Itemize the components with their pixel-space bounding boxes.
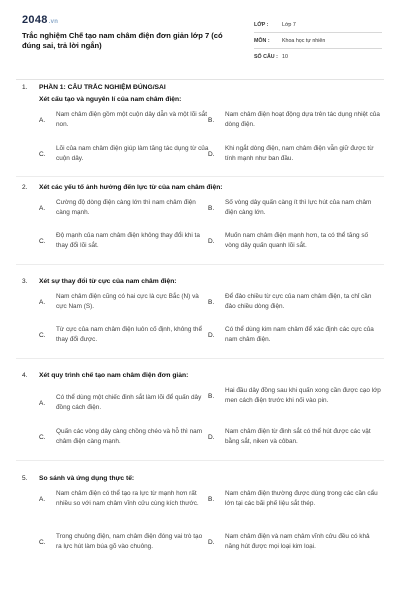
option-b — [208, 489, 382, 509]
header-divider — [16, 79, 384, 80]
document-title: Trắc nghiệm Chế tạo nam châm điện đơn giản lớp 7 (có đúng sai, trả lời ngắn) — [22, 31, 223, 50]
option-letter: A. — [39, 298, 46, 306]
option-text: Nam châm điện cũng có hai cực là cực Bắc (N) và cực Nam (S). — [56, 293, 199, 310]
option-a — [39, 292, 209, 312]
option-text: Quấn các vòng dây càng chồng chéo và hỗ thì nam châm điện càng mạnh. — [56, 428, 203, 445]
option-text: Cường độ dòng điện càng lớn thì nam châm điện càng mạnh. — [56, 199, 196, 216]
option-text: Nam châm điện gồm một cuộn dây dẫn và một lõi sắt non. — [56, 111, 207, 128]
option-b — [208, 386, 382, 406]
option-text: Có thể dùng một chiếc đinh sắt làm lõi để quấn dây đồng cách điện. — [56, 394, 202, 411]
option-letter: C. — [39, 433, 46, 441]
question-text: So sánh và ứng dụng thực tế: — [39, 475, 135, 482]
option-letter: C. — [39, 150, 46, 158]
option-text: Để đảo chiều từ cực của nam châm điện, ta chỉ cần đảo chiều dòng điện. — [225, 293, 372, 310]
section-heading: PHẦN 1: CÂU TRẮC NGHIỆM ĐÚNG/SAI — [39, 84, 166, 91]
option-c — [39, 325, 209, 345]
option-text: Lõi của nam châm điện giúp làm tăng tác dụng từ của cuộn dây. — [56, 145, 209, 162]
option-text: Nam châm điện có thể tạo ra lực từ mạnh hơn rất nhiều so với nam châm vĩnh cửu cùng kích thước. — [56, 490, 199, 507]
site-logo[interactable] — [22, 14, 58, 26]
option-letter: D. — [208, 331, 215, 339]
meta-row-count — [254, 49, 382, 65]
meta-value-count: 10 — [282, 54, 288, 60]
option-letter: A. — [39, 399, 46, 407]
question-separator — [16, 460, 384, 461]
option-d — [208, 144, 382, 164]
option-d — [208, 325, 382, 345]
option-text: Nam châm điện từ đinh sắt có thể hút được các vật bằng sắt, niken và côban. — [225, 428, 371, 445]
document-header — [22, 14, 382, 74]
meta-value-subject: Khoa học tự nhiên — [282, 37, 326, 44]
option-letter: D. — [208, 237, 215, 245]
option-text: Nam châm điện thường được dùng trong các cần cẩu lớn tại các bãi phế liệu sắt thép. — [225, 490, 378, 507]
question-separator — [16, 264, 384, 265]
option-d — [208, 231, 382, 251]
question-1 — [22, 84, 382, 166]
option-text: Từ cực của nam châm điện luôn cố định, không thể thay đổi được. — [56, 326, 203, 343]
question-number: 3. — [22, 278, 28, 285]
option-c — [39, 532, 209, 552]
option-text: Hai đầu dây đồng sau khi quấn xong cần được cạo lớp men cách điện trước khi nối vào pin. — [225, 387, 381, 404]
question-text: Xét sự thay đổi từ cực của nam châm điện: — [39, 278, 177, 285]
logo-suffix: .vn — [48, 19, 59, 25]
question-text: Xét quy trình chế tạo nam châm điện đơn giản: — [39, 372, 189, 379]
meta-value-grade: Lớp 7 — [282, 21, 296, 28]
option-letter: B. — [208, 392, 215, 400]
option-a — [39, 110, 209, 130]
option-text: Số vòng dây quấn càng ít thì lực hút của nam châm điện càng lớn. — [225, 199, 372, 216]
option-letter: B. — [208, 495, 215, 503]
question-number: 5. — [22, 475, 28, 482]
meta-key-count: SỐ CÂU : — [254, 54, 278, 60]
logo-main: 2048 — [22, 14, 48, 26]
option-text: Độ mạnh của nam châm điện không thay đổi khi ta thay đổi lõi sắt. — [56, 232, 200, 249]
option-text: Trong chuông điện, nam châm điện đóng vai trò tạo ra lực hút làm búa gõ vào chuông. — [56, 533, 203, 550]
option-text: Nam châm điện hoạt động dựa trên tác dụng nhiệt của dòng điện. — [225, 111, 380, 128]
option-letter: A. — [39, 204, 46, 212]
question-number: 4. — [22, 372, 28, 379]
meta-table — [254, 17, 382, 65]
option-letter: C. — [39, 237, 46, 245]
option-b — [208, 110, 382, 130]
option-text: Khi ngắt dòng điện, nam châm điện vẫn giữ được từ tính mạnh như ban đầu. — [225, 145, 374, 162]
option-letter: C. — [39, 538, 46, 546]
option-a — [39, 489, 209, 509]
question-separator — [16, 176, 384, 177]
option-letter: A. — [39, 116, 46, 124]
meta-row-subject — [254, 33, 382, 49]
option-c — [39, 427, 209, 447]
option-text: Nam châm điện và nam châm vĩnh cửu đều có khả năng hút được mọi loại kim loại. — [225, 533, 370, 550]
question-number: 1. — [22, 84, 28, 91]
option-letter: B. — [208, 204, 215, 212]
option-letter: D. — [208, 150, 215, 158]
option-letter: B. — [208, 298, 215, 306]
option-text: Muốn nam châm điện mạnh hơn, ta có thể tăng số vòng dây quấn quanh lõi sắt. — [225, 232, 369, 249]
meta-key-subject: MÔN : — [254, 37, 270, 44]
option-letter: C. — [39, 331, 46, 339]
option-c — [39, 144, 209, 164]
option-letter: B. — [208, 116, 215, 124]
meta-row-grade — [254, 17, 382, 33]
option-c — [39, 231, 209, 251]
option-a — [39, 198, 209, 218]
meta-key-grade: LỚP : — [254, 21, 269, 28]
question-text: Xét các yếu tố ảnh hưởng đến lực từ của nam châm điện: — [39, 184, 223, 191]
option-letter: A. — [39, 495, 46, 503]
option-d — [208, 427, 382, 447]
option-b — [208, 198, 382, 218]
option-letter: D. — [208, 433, 215, 441]
option-d — [208, 532, 382, 552]
question-separator — [16, 358, 384, 359]
option-b — [208, 292, 382, 312]
question-number: 2. — [22, 184, 28, 191]
option-letter: D. — [208, 538, 215, 546]
option-text: Có thể dùng kim nam châm để xác định các cực của nam châm điện. — [225, 326, 374, 343]
question-text: Xét cấu tạo và nguyên lí của nam châm điện: — [39, 96, 182, 103]
option-a — [39, 386, 209, 420]
